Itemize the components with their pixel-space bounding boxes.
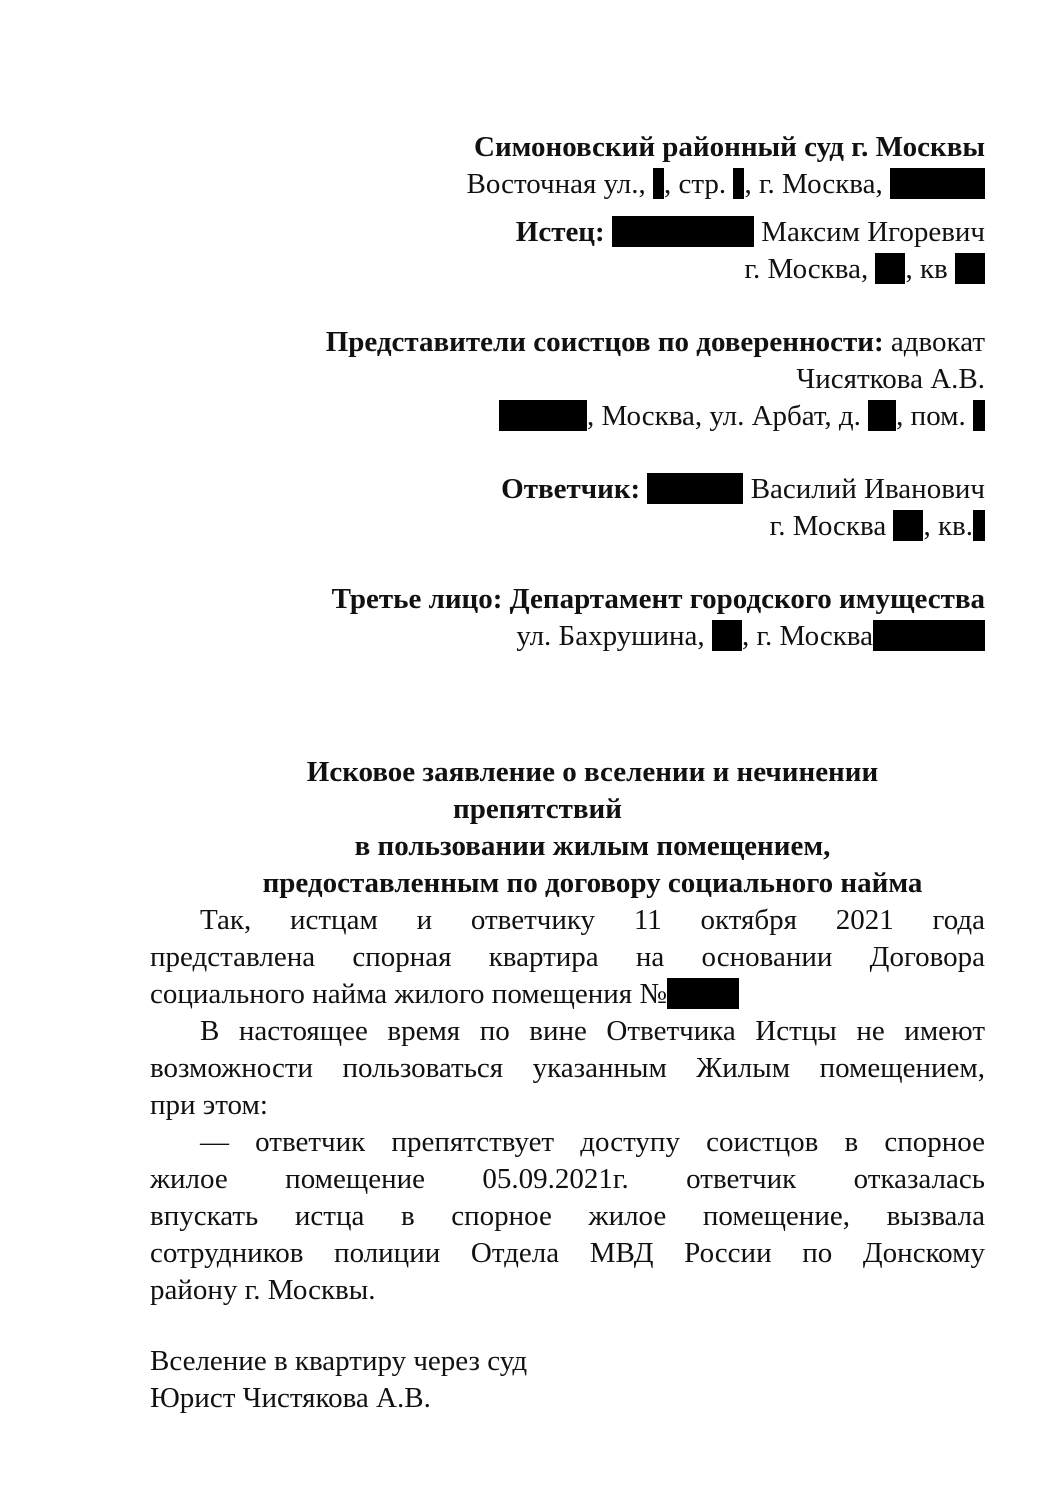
redaction [653, 168, 664, 199]
body-line: жилое помещение 05.09.2021г. ответчик отказалась [150, 1163, 985, 1195]
document-title: предоставленным по договору социального найма [262, 867, 923, 899]
redaction [890, 168, 985, 199]
footer-line: Вселение в квартиру через суд [150, 1345, 528, 1377]
third-party-address: ул. Бахрушина, , г. Москва [150, 618, 985, 655]
redaction [973, 400, 985, 431]
representative-address: , Москва, ул. Арбат, д. , пом. [150, 398, 985, 435]
redaction [733, 168, 744, 199]
court-name: Симоновский районный суд г. Москвы [474, 131, 985, 163]
document-title: в пользовании жилым помещением, [354, 830, 831, 862]
representatives-label: Представители соистцов по доверенности: адвокат [325, 326, 985, 358]
body-line: впускать истца в спорное жилое помещение, вызвала [150, 1200, 985, 1232]
third-party: Третье лицо: Департамент городского имущества [331, 583, 985, 615]
redaction [647, 473, 743, 504]
plaintiff-address: г. Москва, , кв [150, 251, 985, 288]
body-line: району г. Москвы. [150, 1274, 376, 1306]
defendant-address: г. Москва , кв. [150, 508, 985, 545]
document-title: Исковое заявление о вселении и нечинении [306, 756, 879, 788]
representative-name: Чисяткова А.В. [796, 363, 985, 395]
redaction [868, 400, 896, 431]
document-title: препятствий [453, 793, 622, 825]
redaction [712, 620, 742, 651]
redaction [893, 510, 923, 541]
body-line: Так, истцам и ответчику 11 октября 2021 года [200, 904, 985, 936]
body-line: сотрудников полиции Отдела МВД России по Донскому [150, 1237, 985, 1269]
redaction [499, 400, 587, 431]
body-line: социального найма жилого помещения № [150, 976, 985, 1013]
defendant-name: Ответчик: Василий Иванович [501, 473, 985, 505]
redaction [612, 216, 754, 247]
redaction [873, 620, 985, 651]
body-line: представлена спорная квартира на основании Договора [150, 941, 985, 973]
plaintiff-name: Истец: Максим Игоревич [515, 216, 985, 248]
redaction [667, 978, 739, 1009]
redaction [955, 253, 985, 284]
body-line: — ответчик препятствует доступу соистцов в спорное [200, 1126, 985, 1158]
body-line: возможности пользоваться указанным Жилым помещением, [150, 1052, 985, 1084]
redaction [973, 510, 985, 541]
body-line: при этом: [150, 1089, 268, 1121]
footer-signature: Юрист Чистякова А.В. [150, 1382, 431, 1414]
body-line: В настоящее время по вине Ответчика Истцы не имеют [200, 1015, 985, 1047]
redaction [875, 253, 905, 284]
court-address: Восточная ул., , стр. , г. Москва, [150, 166, 985, 203]
